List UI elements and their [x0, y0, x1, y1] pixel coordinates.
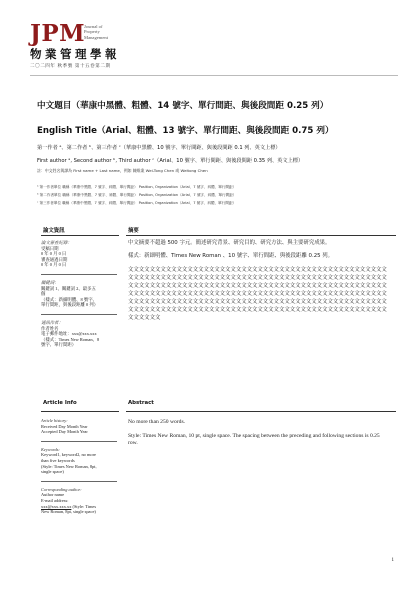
cn-side-rule [41, 235, 119, 236]
logo-jpm: JPM [30, 20, 86, 47]
abstract-en [128, 419, 390, 454]
title-chinese: 中文題目（華康中黑體、粗體、14 號字、單行間距、與後段間距 0.25 列） [37, 101, 329, 111]
abstract-en-heading: Abstract [128, 400, 154, 406]
en-side-rule [41, 411, 119, 412]
divider [41, 314, 117, 315]
article-info-en [41, 418, 117, 521]
abstract-cn-heading: 摘要 [128, 228, 139, 234]
cn-main-rule [126, 235, 396, 236]
title-english: English Title（Arial、粗體、13 號字、單行間距、與後段間距 0.75 列） [37, 126, 334, 136]
abstract-en-p1: No more than 250 words. [128, 419, 186, 425]
article-info-en-heading: Article Info [43, 400, 77, 406]
history-en: Article history: Received Day Month Year Accepted Day Month Year [41, 418, 88, 435]
corresponding-en: Corresponding author: Author name E-mail address: xxx@xxx.xxx.xx (Style: Times New Roman, 8pt, single space) [41, 486, 97, 515]
article-info-cn [41, 240, 117, 354]
en-main-rule [126, 411, 396, 412]
abstract-en-p2: Style: Times New Roman, 10 pt, single space. The spacing between the preceding and following sections is 0.25 row. [128, 432, 380, 447]
header-divider [30, 75, 398, 76]
page-number: 1 [391, 558, 394, 563]
abstract-cn-line1: 中文摘要不超過 500 字元。簡述研究背景、研究目的、研究方法、與主要研究成果。 [128, 240, 331, 246]
divider [41, 274, 117, 275]
authors-chinese: 第一作者 ᵃ、第二作者 ᵇ、第三作者 ᶜ（華康中黑體、10 號字、單行間距、與後段間距 0.1 列、英文上標） [37, 145, 281, 151]
affiliation-a: ᵃ 第一作者單位 職稱（華康中黑體、7 號字、斜體、單行間距） Position, Organization（Arial、7 號字、斜體、單行間距） [37, 185, 237, 189]
article-info-cn-heading: 論文資訊 [43, 228, 65, 234]
affiliation-b: ᵇ 第二作者單位 職稱（華康中黑體、7 號字、斜體、單行間距） Position, Organization（Arial、7 號字、斜體、單行間距） [37, 193, 237, 197]
author-name-note: 註：中文姓名與譯為 First name + Last name，例如 陳維業 Wei-Tong Chen 或 Weitong Chen [37, 168, 208, 173]
authors-english: First author ᵃ, Second author ᵇ, Third author ᶜ（Arial、10 號字、單行間距、與後段間距 0.35 列、英文上標） [37, 158, 304, 164]
journal-name: 物業管理學報 [30, 47, 120, 61]
divider [41, 481, 117, 482]
corresponding-cn: 通訊作者： 作者姓名 電子郵件地址：xxx@xxx.xxx （樣式：Times New Roman、8 號字、單行間距） [41, 319, 100, 348]
history-cn: 論文審查紀錄： 受稿日期 0 年 0 月 0 日 審查通過日期 0 年 0 月 0 日 [41, 240, 72, 268]
affiliation-c: ᶜ 第三作者單位 職稱（華康中黑體、7 號字、斜體、單行間距） Position, Organization（Arial、7 號字、斜體、單行間距） [37, 201, 237, 205]
keywords-en: Keywords: Keyword1, keyword2, no more than five keywords (Style: Times New Roman, 8pt, single space) [41, 446, 97, 475]
email-link[interactable]: xxx@xxx.xxx.xx [41, 503, 72, 509]
abstract-cn [128, 239, 390, 327]
abstract-cn-line2: 樣式：新細明體、Times New Roman 、10 號字、單行間距、與後段距離 0.25 列。 [128, 253, 334, 260]
abstract-cn-body: 文文文文文文文文文文文文文文文文文文文文文文文文文文文文文文文文文文文文文文文文文文文文文文文文文文文文文文文文文文文文文文文文文文文文文文文文文文文文文文文文文文文文文文文文文文文文文文文文文文文文文文文文文文文文文文文文文文文文文文文文文文文文文文文文文文文文文文文文文文文文文文文文文文文文文文文文文文文文文文文文文文文文文文文文文文文文文文文文文文文文文文文文文文文文文文文文文文文文文文文文文文文文文文文文文文文文文文文文文文文文文文文文文文文文文文文文文文文文文文文文文文文文文文文文文文文文文文文文文文文文文文文文文文文文文文文文文文文文文文文文文文文文文文文文文文文文文文 [128, 266, 387, 322]
logo-subtitle: Journal of Property Management [84, 24, 108, 40]
volume-line: 二〇二四年 秋季號 第十五卷第二期 [30, 64, 111, 69]
divider [41, 441, 117, 442]
journal-logo [30, 22, 160, 69]
keywords-cn: 關鍵詞： 關鍵詞 1、關鍵詞 2、最多五 個 （樣式：新細明體、8 號字、 單行間距，與後段距離 0 列） [41, 279, 99, 308]
